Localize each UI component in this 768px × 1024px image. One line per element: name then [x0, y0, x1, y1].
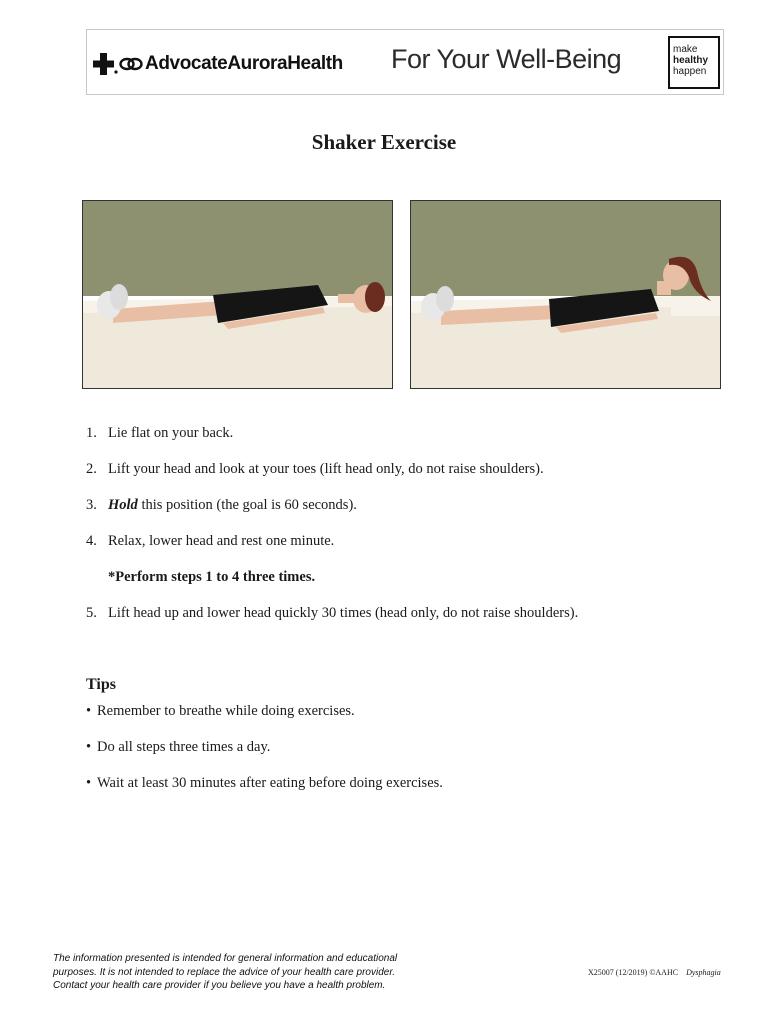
footer-document-code [588, 968, 721, 977]
step-emphasis: Hold [108, 497, 138, 513]
brand-name: AdvocateAuroraHealth [145, 53, 343, 74]
tips-heading: Tips [86, 676, 116, 693]
step-item [86, 424, 726, 460]
step-item [86, 460, 726, 496]
photo-shoe [110, 284, 128, 310]
tips-list [86, 702, 443, 810]
bullet-icon: • [86, 775, 92, 791]
step-number: 2. [86, 461, 97, 477]
repeat-note-text: *Perform steps 1 to 4 three times. [108, 569, 316, 585]
bullet-icon: • [86, 703, 92, 719]
page-title: Shaker Exercise [311, 130, 457, 154]
badge-line: happen [673, 66, 707, 77]
tip-text: Wait at least 30 minutes after eating before doing exercises. [97, 775, 443, 791]
bullet-icon: • [86, 739, 92, 755]
tip-item [86, 774, 443, 810]
photo-wall [83, 201, 393, 296]
badge-line: make [673, 44, 698, 55]
document-code: X25007 (12/2019) ©AAHC [588, 968, 679, 977]
disclaimer-line: The information presented is intended for general information and educational [53, 953, 398, 964]
tip-text: Remember to breathe while doing exercises. [97, 703, 355, 719]
photo-neck [338, 294, 354, 303]
photo-shoe [436, 286, 454, 312]
step-text: Lift head up and lower head quickly 30 times (head only, do not raise shoulders). [108, 605, 579, 621]
document-topic: Dysphagia [686, 968, 721, 977]
step-text: Lift your head and look at your toes (lift head only, do not raise shoulders). [108, 461, 544, 477]
make-healthy-happen-badge [668, 36, 720, 89]
header-banner [86, 29, 724, 95]
exercise-steps [86, 424, 726, 640]
step-item [86, 496, 726, 532]
step-text [108, 496, 357, 514]
brand-links-icon [119, 57, 143, 71]
repeat-note [86, 568, 726, 604]
step-number: 3. [86, 497, 97, 513]
tip-text: Do all steps three times a day. [97, 739, 271, 755]
step-item [86, 604, 726, 640]
step-text: Relax, lower head and rest one minute. [108, 533, 335, 549]
exercise-photo-lying-flat [82, 200, 393, 389]
photo-hair [365, 282, 385, 312]
badge-line: healthy [673, 55, 709, 66]
photo-illustration [411, 201, 721, 389]
header-tagline: For Your Well-Being [391, 44, 622, 74]
step-text-rest: this position (the goal is 60 seconds). [137, 497, 357, 513]
step-number: 4. [86, 533, 97, 549]
disclaimer-line: purposes. It is not intended to replace the advice of your health care provider. [53, 966, 396, 978]
footer-disclaimer [53, 952, 433, 993]
photo-illustration [83, 201, 393, 389]
brand-logo [93, 52, 343, 76]
disclaimer-line: Contact your health care provider if you believe you have a health problem. [53, 980, 386, 991]
tip-item [86, 702, 443, 738]
exercise-photo-head-lifted [410, 200, 721, 389]
step-number: 1. [86, 425, 97, 441]
brand-cross-icon [93, 52, 119, 76]
step-text: Lie flat on your back. [108, 425, 234, 441]
step-item [86, 532, 726, 568]
photo-pillow [671, 296, 721, 316]
step-number: 5. [86, 605, 97, 621]
tip-item [86, 738, 443, 774]
